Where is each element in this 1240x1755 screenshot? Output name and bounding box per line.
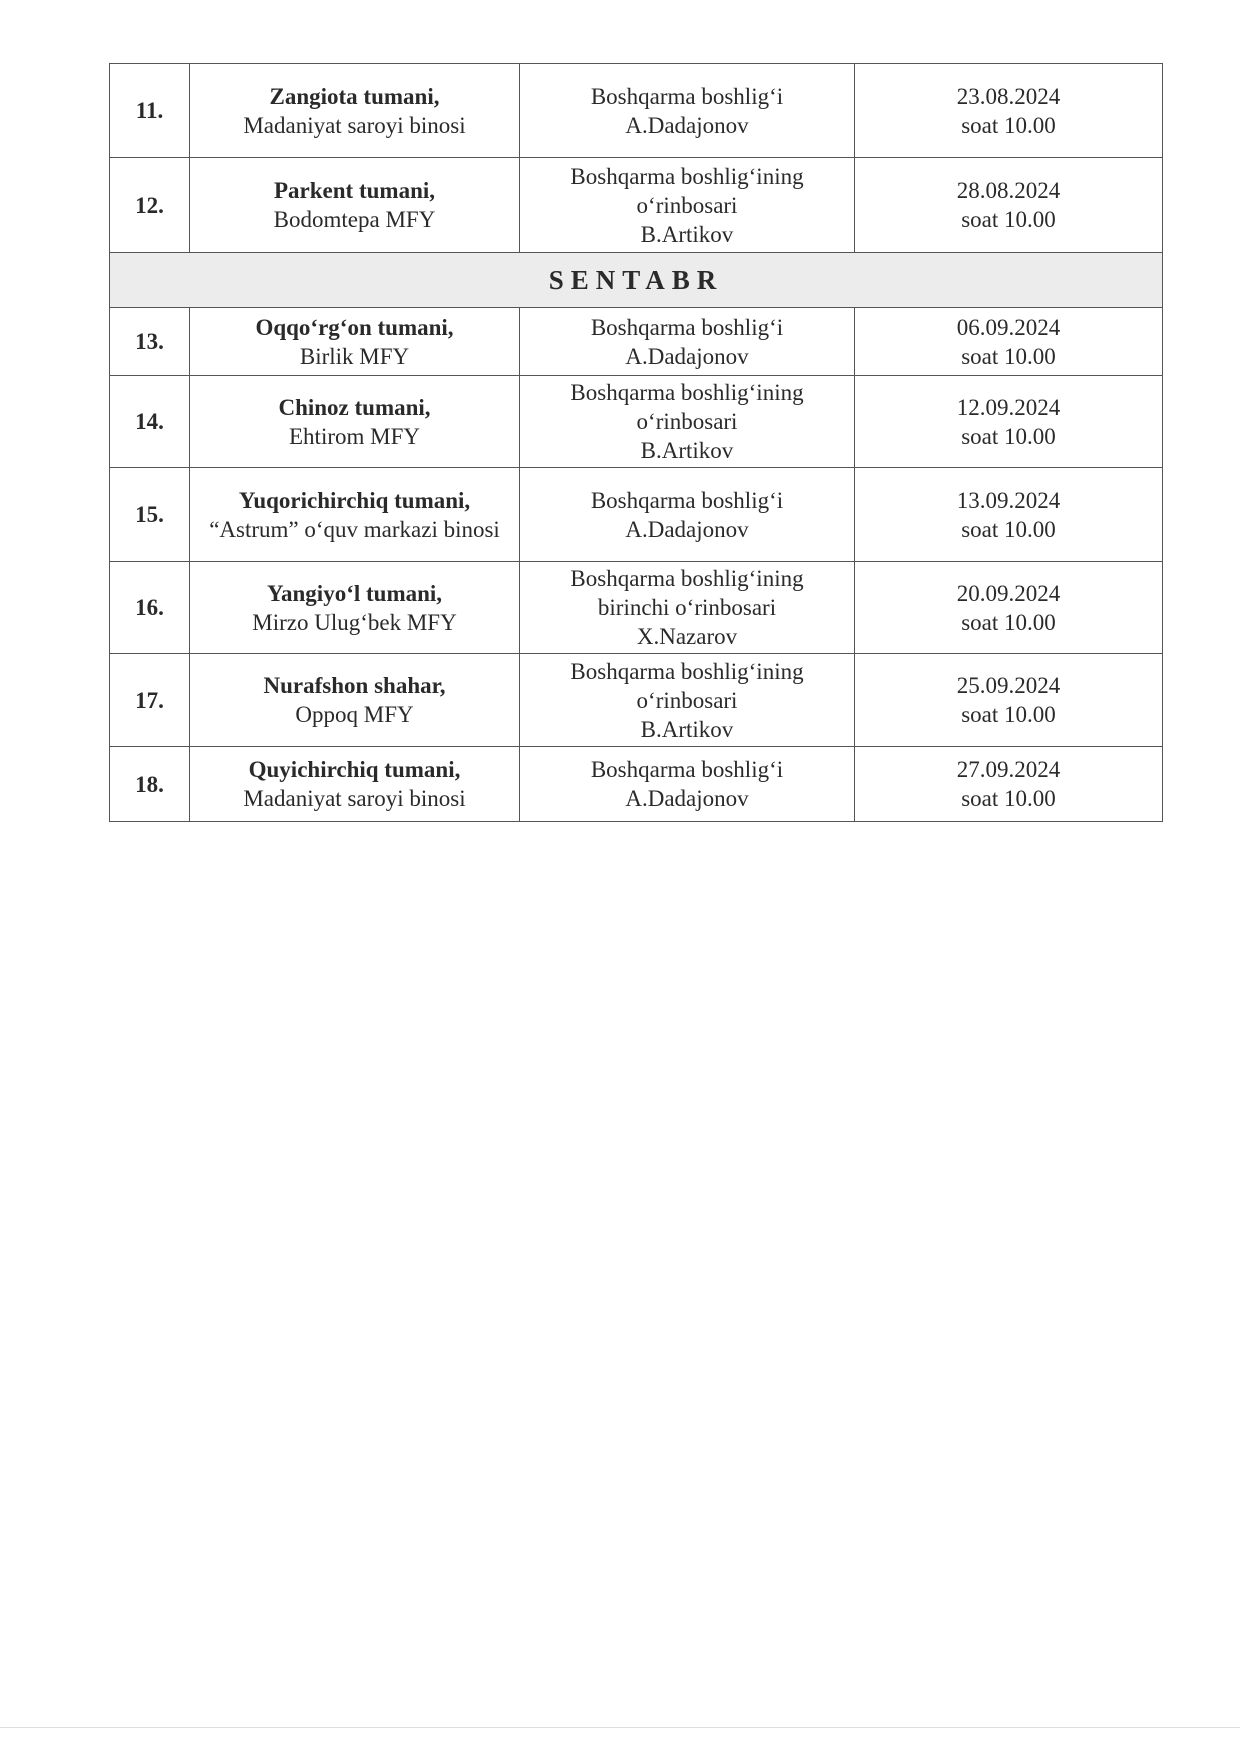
date: 13.09.2024 [956, 487, 1061, 513]
schedule-table [109, 63, 1163, 822]
datetime-cell [855, 468, 1163, 562]
location-cell [190, 64, 520, 158]
table-row [110, 308, 1163, 376]
location-cell [190, 468, 520, 562]
datetime-cell [855, 747, 1163, 822]
responsible-line: B.Artikov [640, 221, 734, 247]
responsible-line: Boshqarma boshlig‘i [590, 757, 784, 782]
venue: Ehtirom MFY [289, 423, 420, 449]
table-row [110, 654, 1163, 747]
month-section [110, 253, 1163, 308]
responsible-line: Boshqarma boshlig‘ining [570, 380, 804, 405]
table-row [110, 376, 1163, 468]
location-cell [190, 654, 520, 747]
responsible-line: B.Artikov [640, 438, 734, 463]
responsible-line: A.Dadajonov [625, 343, 749, 369]
date: 12.09.2024 [956, 394, 1061, 420]
datetime-cell [855, 308, 1163, 376]
venue: Bodomtepa MFY [273, 207, 436, 232]
responsible-cell [520, 376, 855, 468]
responsible-cell [520, 64, 855, 158]
date: 28.08.2024 [956, 178, 1061, 203]
row-number: 12. [110, 158, 190, 253]
responsible-line: Boshqarma boshlig‘i [590, 83, 784, 109]
datetime-cell [855, 562, 1163, 654]
date: 25.09.2024 [956, 673, 1061, 698]
time: soat 10.00 [961, 786, 1056, 811]
location-name: Quyichirchiq tumani, [248, 757, 461, 782]
venue: Oppoq MFY [295, 702, 414, 727]
responsible-line: A.Dadajonov [625, 112, 749, 138]
location-cell [190, 158, 520, 253]
row-number: 17. [110, 654, 190, 747]
time: soat 10.00 [961, 516, 1056, 542]
location-cell [190, 562, 520, 654]
responsible-cell [520, 747, 855, 822]
row-number: 15. [110, 468, 190, 562]
responsible-line: Boshqarma boshlig‘ining [570, 163, 804, 189]
responsible-line: o‘rinbosari [636, 409, 738, 434]
responsible-cell [520, 562, 855, 654]
venue: Birlik MFY [299, 343, 410, 369]
time: soat 10.00 [961, 343, 1056, 369]
responsible-cell [520, 654, 855, 747]
month-header-row [110, 253, 1163, 308]
location-cell [190, 308, 520, 376]
responsible-line: Boshqarma boshlig‘i [590, 487, 784, 513]
date: 23.08.2024 [956, 83, 1061, 109]
datetime-cell [855, 158, 1163, 253]
responsible-line: o‘rinbosari [636, 687, 738, 713]
venue: “Astrum” o‘quv markazi binosi [209, 516, 500, 542]
responsible-line: B.Artikov [640, 716, 734, 742]
location-name: Parkent tumani, [274, 178, 435, 203]
location-cell [190, 747, 520, 822]
location-cell [190, 376, 520, 468]
row-number: 11. [110, 64, 190, 158]
responsible-line: X.Nazarov [636, 624, 738, 649]
responsible-cell [520, 158, 855, 253]
location-name: Nurafshon shahar, [263, 673, 446, 698]
date: 27.09.2024 [956, 757, 1061, 782]
location-name: Chinoz tumani, [278, 394, 431, 420]
page-edge-line [0, 1727, 1240, 1728]
responsible-line: birinchi o‘rinbosari [597, 595, 777, 620]
responsible-line: Boshqarma boshlig‘ining [570, 658, 804, 684]
responsible-line: A.Dadajonov [625, 516, 749, 542]
location-name: Zangiota tumani, [269, 83, 440, 109]
table-row [110, 468, 1163, 562]
month-label: SENTABR [110, 253, 1163, 308]
venue: Mirzo Ulug‘bek MFY [252, 609, 457, 635]
responsible-line: A.Dadajonov [625, 786, 749, 811]
table-row [110, 747, 1163, 822]
table-body-august [110, 64, 1163, 253]
time: soat 10.00 [961, 207, 1056, 232]
venue: Madaniyat saroyi binosi [243, 112, 466, 138]
time: soat 10.00 [961, 423, 1056, 449]
row-number: 18. [110, 747, 190, 822]
time: soat 10.00 [961, 702, 1056, 727]
responsible-line: Boshqarma boshlig‘ining [570, 566, 804, 591]
table-row [110, 158, 1163, 253]
time: soat 10.00 [961, 112, 1056, 138]
date: 20.09.2024 [956, 580, 1061, 606]
responsible-cell [520, 308, 855, 376]
venue: Madaniyat saroyi binosi [243, 786, 466, 811]
location-name: Oqqo‘rg‘on tumani, [255, 314, 454, 340]
location-name: Yuqorichirchiq tumani, [238, 487, 471, 513]
datetime-cell [855, 64, 1163, 158]
row-number: 13. [110, 308, 190, 376]
table-body-september [110, 308, 1163, 822]
table-row [110, 562, 1163, 654]
date: 06.09.2024 [956, 314, 1061, 340]
time: soat 10.00 [961, 609, 1056, 635]
row-number: 16. [110, 562, 190, 654]
datetime-cell [855, 376, 1163, 468]
datetime-cell [855, 654, 1163, 747]
responsible-line: Boshqarma boshlig‘i [590, 314, 784, 340]
responsible-cell [520, 468, 855, 562]
location-name: Yangiyo‘l tumani, [266, 580, 443, 606]
table-row [110, 64, 1163, 158]
row-number: 14. [110, 376, 190, 468]
responsible-line: o‘rinbosari [636, 192, 738, 218]
